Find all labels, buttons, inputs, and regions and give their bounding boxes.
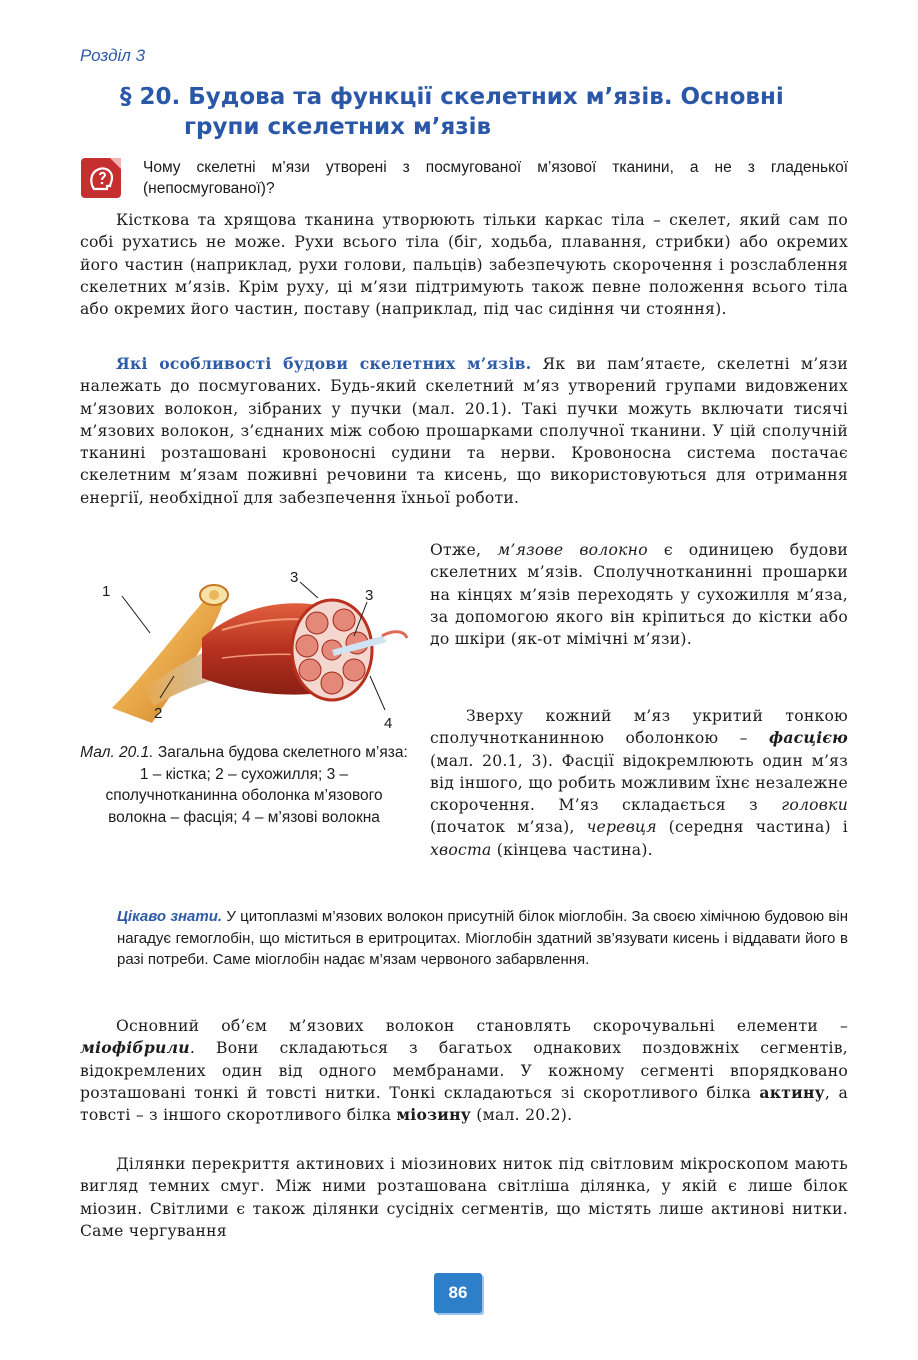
fact-label: Цікаво знати. — [117, 908, 223, 925]
term-muscle-fiber: м’язове волокно — [497, 541, 648, 559]
page-number: 86 — [448, 1283, 468, 1302]
term-myofibrils: міофібрили — [80, 1038, 190, 1058]
page-title — [120, 82, 840, 142]
term-actin: актину — [759, 1082, 825, 1102]
figure-label-3b: 3 — [365, 587, 374, 604]
title-line-1: § 20. Будова та функції скелетних м’язів. Основні — [120, 84, 784, 110]
term-fascia: фасцією — [769, 728, 848, 748]
section-label: Розділ 3 — [80, 46, 146, 65]
page-number-badge — [434, 1273, 486, 1317]
figure-label-4: 4 — [384, 715, 393, 732]
interesting-fact-box — [117, 906, 848, 971]
title-line-2: групи скелетних м’язів — [184, 114, 492, 140]
muscle-structure-figure — [82, 558, 412, 738]
paragraph-3: Отже, м’язове волокно є одиницею будови скелетних м’язів. Сполучнотканинні прошарки на кінцях м’язів переходять у сухожилля м’яза, за допомогою якого він кріпиться до кістки або до шкіри (як-от мімічні м’язи). — [430, 541, 848, 649]
caption-label: Мал. 20.1. — [80, 744, 154, 761]
paragraph-1 — [80, 209, 848, 320]
question-head-icon — [80, 157, 124, 201]
figure-label-3a: 3 — [290, 569, 299, 586]
paragraph-6 — [80, 1153, 848, 1242]
caption-text: Загальна будова скелетного м’яза: 1 – кістка; 2 – сухожилля; 3 – сполучнотканинна оболонка м’язового волокна – фасція; 4 – м’язові волокна — [105, 744, 408, 826]
subheading: Які особливості будови скелетних м’язів. — [116, 354, 532, 373]
lead-question: Чому скелетні м’язи утворені з посмугованої м’язової тканини, а не з гладенької (непосмугованої)? — [143, 159, 848, 197]
paragraph-2 — [80, 353, 848, 509]
figure-label-2: 2 — [154, 705, 163, 722]
paragraph-5: Основний об’єм м’язових волокон становлять скорочувальні елементи – міофібрили. Вони складаються з багатьох однакових поздовжніх сегментів, відокремлених один від одного мембранами. У кожному сегменті впорядковано розташовані тонкі й товсті нитки. Тонкі складаються зі скоротливого білка актину, а товсті – з іншого скоротливого білка міозину (мал. 20.2). — [80, 1017, 848, 1125]
term-myosin: міозину — [396, 1105, 472, 1125]
figure-label-1: 1 — [102, 583, 111, 600]
fact-text: У цитоплазмі м’язових волокон присутній білок міоглобін. За своєю хімічною будовою він нагадує гемоглобін, що міститься в еритроцитах. Міоглобін здатний зв’язувати кисень і віддавати його в разі потреби. Саме міоглобін надає м’язам червоного забарвлення. — [117, 908, 848, 968]
paragraph-1-text: Кісткова та хрящова тканина утворюють тільки каркас тіла – скелет, який сам по собі рухатись не може. Рухи всього тіла (біг, ходьба, плавання, стрибки) або окремих його частин (наприклад, рухи голови, пальців) забезпечують скорочення і розслаблення скелетних м’язів. Крім руху, ці м’язи підтримують також певне положення всього тіла або окремих його частин, поставу (наприклад, під час сидіння чи стояння). — [80, 211, 848, 319]
figure-caption — [78, 742, 410, 828]
paragraph-4: Зверху кожний м’яз укритий тонкою сполучнотканинною оболонкою – фасцією (мал. 20.1, 3). Фасції відокремлюють один м’яз від іншого, що робить можливим їхнє незалежне скорочення. М’яз складається з головки (початок м’яза), черевця (середня частина) і хвоста (кінцева частина). — [430, 707, 848, 859]
paragraph-6-text: Ділянки перекриття актинових і міозинових ниток під світловим мікроскопом мають вигляд темних смуг. Між ними розташована світліша ділянка, у якій є лише білок міозин. Світлими є також ділянки сусідніх сегментів, що містять лише актинові нитки. Саме чергування — [80, 1155, 848, 1240]
paragraph-2-text: Як ви пам’ятаєте, скелетні м’язи належать до посмугованих. Будь-який скелетний м’яз утворений групами видовжених м’язових волокон, зібраних у пучки (мал. 20.1). Такі пучки можуть включати тисячі м’язових волокон, з’єднаних між собою прошарками сполучної тканини. У цій сполучній тканині розташовані кровоносні судини та нерви. Кровоносна система постачає скелетним м’язам поживні речовини та кисень, що використовуються для отримання енергії, необхідної для забезпечення їхньої роботи. — [80, 355, 848, 507]
